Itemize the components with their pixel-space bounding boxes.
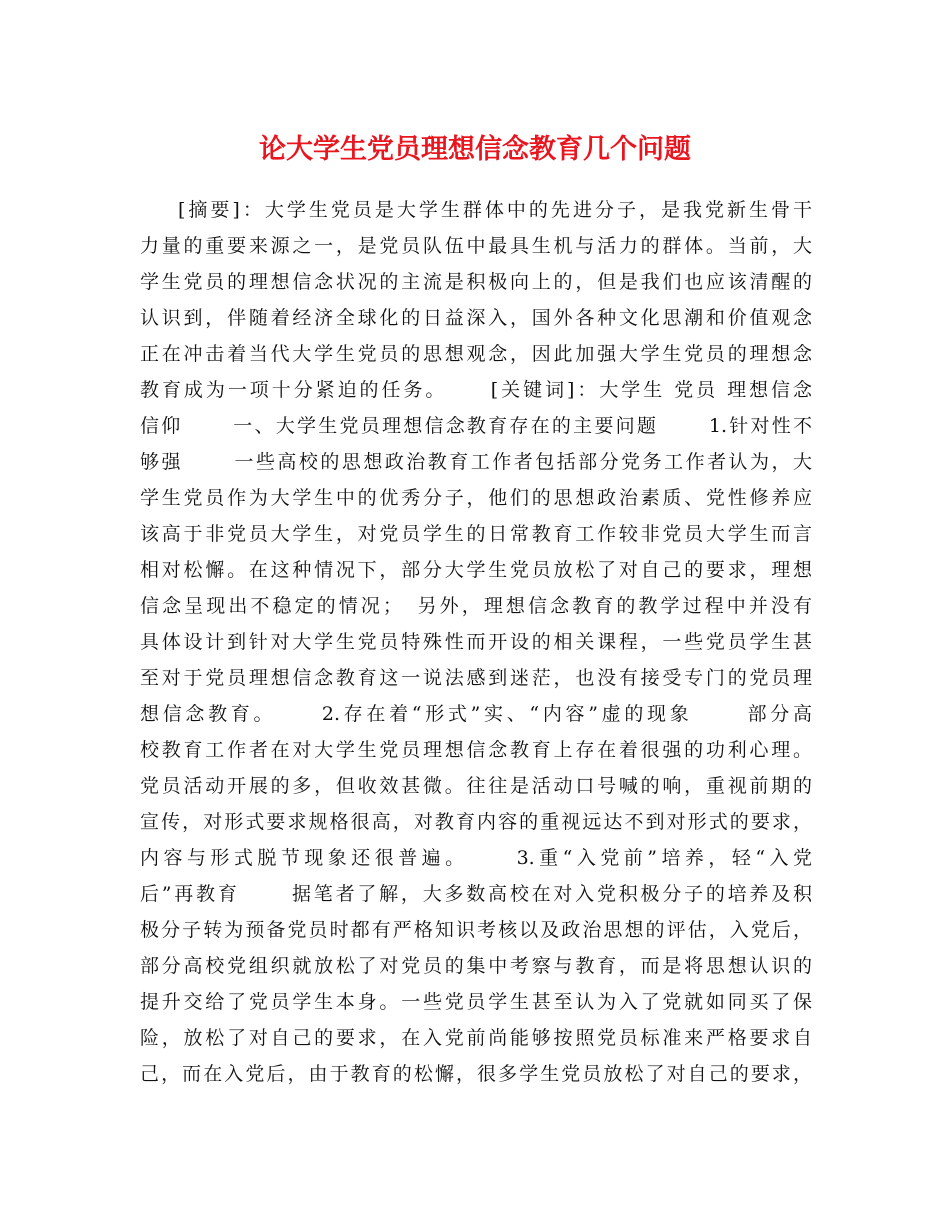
body-line: 力量的重要来源之一，是党员队伍中最具生机与活力的群体。当前，大 [140,235,812,257]
body-line: 提升交给了党员学生本身。一些党员学生甚至认为入了党就如同买了保 [140,991,812,1013]
body-line: 具体设计到针对大学生党员特殊性而开设的相关课程，一些党员学生甚 [140,631,812,653]
body-line: 想信念教育。 2.存在着“形式”实、“内容”虚的现象 部分高 [140,703,812,725]
body-line: 党员活动开展的多，但收效甚微。往往是活动口号喊的响，重视前期的 [140,775,812,797]
body-line: 正在冲击着当代大学生党员的思想观念，因此加强大学生党员的理想念 [140,343,812,365]
body-line: 校教育工作者在对大学生党员理想信念教育上存在着很强的功利心理。 [140,739,812,761]
body-line: 极分子转为预备党员时都有严格知识考核以及政治思想的评估，入党后， [140,919,812,941]
body-line: 学生党员作为大学生中的优秀分子，他们的思想政治素质、党性修养应 [140,487,812,509]
body-line: 相对松懈。在这种情况下，部分大学生党员放松了对自己的要求，理想 [140,559,812,581]
body-line: 险，放松了对自己的要求，在入党前尚能够按照党员标准来严格要求自 [140,1027,812,1049]
body-line: 信仰 一、大学生党员理想信念教育存在的主要问题 1.针对性不 [140,415,812,437]
body-line: 宣传，对形式要求规格很高，对教育内容的重视远达不到对形式的要求， [140,811,812,833]
body-line: 信念呈现出不稳定的情况； 另外，理想信念教育的教学过程中并没有 [140,595,812,617]
body-line: 己，而在入党后，由于教育的松懈，很多学生党员放松了对自己的要求， [140,1063,812,1085]
body-line: 内容与形式脱节现象还很普遍。 3.重“入党前”培养，轻“入党 [140,847,812,869]
body-line: 教育成为一项十分紧迫的任务。 [关键词]：大学生 党员 理想信念 [140,379,812,401]
document-body [140,192,812,1092]
body-line: 认识到，伴随着经济全球化的日益深入，国外各种文化思潮和价值观念 [140,307,812,329]
body-line: [摘要]：大学生党员是大学生群体中的先进分子，是我党新生骨干 [178,199,812,221]
body-line: 至对于党员理想信念教育这一说法感到迷茫，也没有接受专门的党员理 [140,667,812,689]
body-line: 后”再教育 据笔者了解，大多数高校在对入党积极分子的培养及积 [140,883,812,905]
body-line: 部分高校党组织就放松了对党员的集中考察与教育，而是将思想认识的 [140,955,812,977]
body-line: 够强 一些高校的思想政治教育工作者包括部分党务工作者认为，大 [140,451,812,473]
body-line: 学生党员的理想信念状况的主流是积极向上的，但是我们也应该清醒的 [140,271,812,293]
body-line: 该高于非党员大学生，对党员学生的日常教育工作较非党员大学生而言 [140,523,812,545]
document-title: 论大学生党员理想信念教育几个问题 [259,134,691,165]
